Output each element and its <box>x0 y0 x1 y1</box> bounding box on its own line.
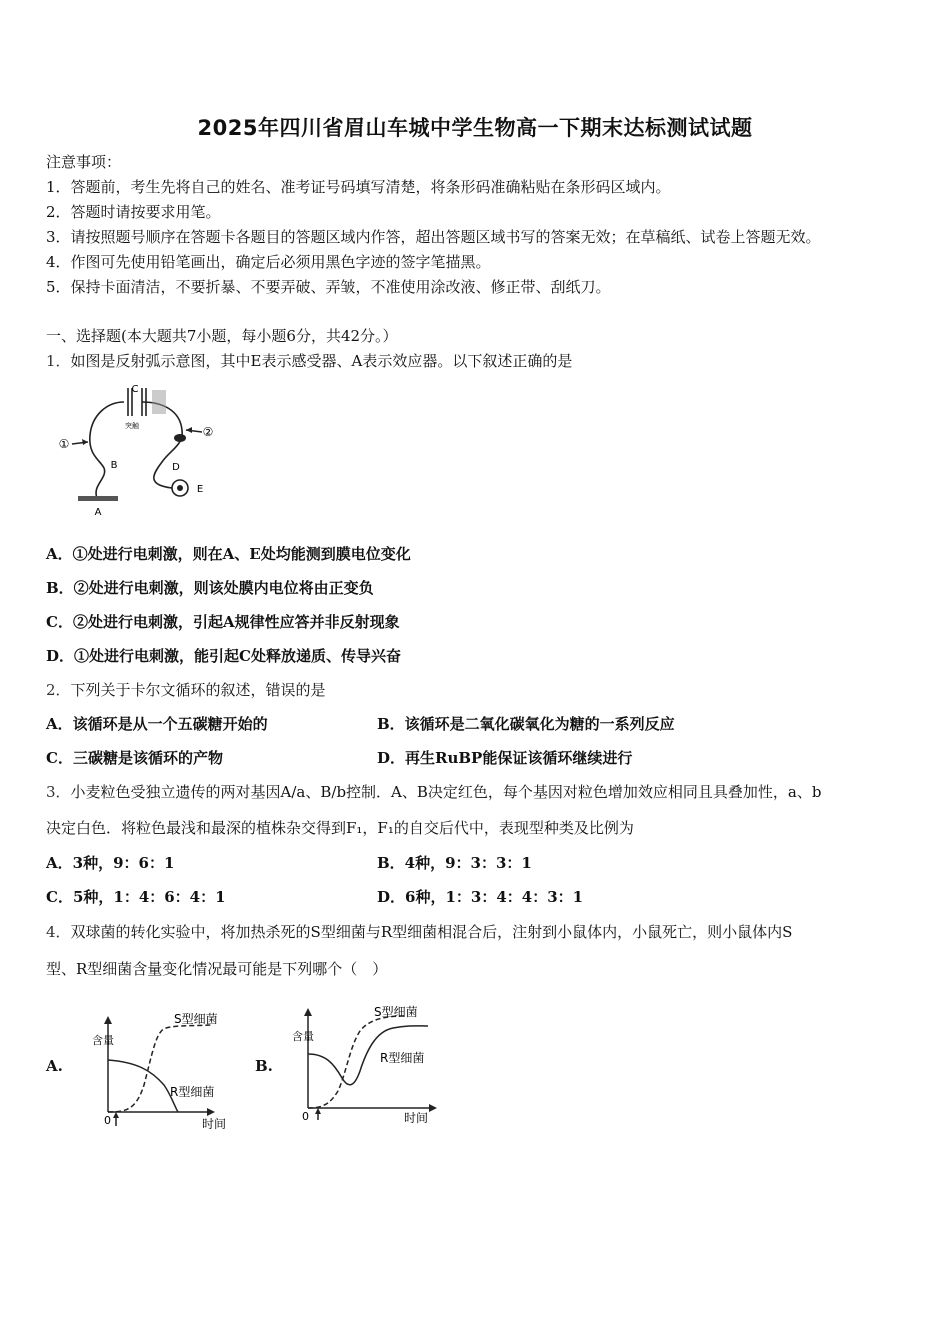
s-label: S型细菌 <box>174 1012 218 1026</box>
option-b[interactable]: B．该循环是二氧化碳氧化为糖的一系列反应 <box>377 715 675 733</box>
r-label: R型细菌 <box>380 1051 425 1065</box>
label-2: ② <box>202 425 214 439</box>
efferent-fibre <box>142 402 182 488</box>
option-d[interactable]: D．①处进行电刺激，能引起C处释放递质、传导兴奋 <box>46 647 401 665</box>
question-number: 4． <box>46 923 71 941</box>
question-number: 1． <box>46 352 71 370</box>
label-synapse: 突触 <box>125 422 139 430</box>
option-b[interactable]: B. <box>255 1057 273 1075</box>
label-a: A <box>94 507 102 518</box>
question-number: 2． <box>46 681 71 699</box>
option-a[interactable]: A．该循环是从一个五碳糖开始的 <box>46 715 268 733</box>
notice-item: 5．保持卡面清洁，不要折暴、不要弄破、弄皱，不准使用涂改液、修正带、刮纸刀。 <box>46 278 611 296</box>
page-title: 2025年四川省眉山车城中学生物高一下期末达标测试试题 <box>197 116 753 140</box>
option-c[interactable]: C．②处进行电刺激，引起A规律性应答并非反射现象 <box>46 613 400 631</box>
synapse-speckle <box>152 390 166 414</box>
question-text: 下列关于卡尔文循环的叙述，错误的是 <box>70 681 326 699</box>
notice-item: 3．请按照题号顺序在答题卡各题目的答题区域内作答，超出答题区域书写的答案无效；在草稿纸、试卷上答题无效。 <box>46 228 821 246</box>
option-c[interactable]: C．5种，1：4：6：4：1 <box>46 888 226 906</box>
notice-item: 4．作图可先使用铅笔画出，确定后必须用黑色字迹的签字笔描黑。 <box>46 253 491 271</box>
origin-label: 0 <box>302 1110 309 1123</box>
question-text: 小麦粒色受独立遗传的两对基因A/a、B/b控制．A、B决定红色，每个基因对粒色增加效应相同且具叠加性，a、b <box>70 783 822 801</box>
label-c: C <box>131 384 139 395</box>
x-label: 时间 <box>404 1111 429 1125</box>
notice-heading: 注意事项： <box>46 153 122 171</box>
label-1: ① <box>58 437 70 451</box>
option-a[interactable]: A．3种，9：6：1 <box>46 854 175 872</box>
origin-label: 0 <box>104 1114 111 1127</box>
s-label: S型细菌 <box>374 1005 418 1019</box>
reflex-arc-figure <box>52 380 222 520</box>
notice-item: 2．答题时请按要求用笔。 <box>46 203 221 221</box>
effector-base <box>78 496 118 501</box>
graph-ylabel: 含量 <box>292 1030 314 1043</box>
option-c[interactable]: C．三碳糖是该循环的产物 <box>46 749 223 767</box>
option-d[interactable]: D．再生RuBP能保证该循环继续进行 <box>377 749 633 767</box>
question-3-stem <box>46 782 821 802</box>
graph-ylabel: 含量 <box>92 1034 114 1047</box>
notice-item: 1．答题前，考生先将自己的姓名、准考证号码填写清楚，将条形码准确粘贴在条形码区域内。 <box>46 178 671 196</box>
label-e: E <box>196 484 204 495</box>
label-d: D <box>172 462 180 473</box>
x-label: 时间 <box>202 1117 227 1131</box>
option-b[interactable]: B．②处进行电刺激，则该处膜内电位将由正变负 <box>46 579 374 597</box>
question-text: 如图是反射弧示意图，其中E表示感受器、A表示效应器。以下叙述正确的是 <box>70 352 573 370</box>
label-b: B <box>110 460 118 471</box>
question-3-stem-cont: 决定白色．将粒色最浅和最深的植株杂交得到F₁，F₁的自交后代中，表现型种类及比例为 <box>46 819 634 837</box>
r-label: R型细菌 <box>170 1085 215 1099</box>
option-b[interactable]: B．4种，9：3：3：1 <box>377 854 532 872</box>
question-1-stem <box>46 351 572 371</box>
graph-a <box>86 1000 246 1135</box>
option-d[interactable]: D．6种，1：3：4：4：3：1 <box>377 888 584 906</box>
question-number: 3． <box>46 783 71 801</box>
option-a[interactable]: A. <box>46 1057 63 1075</box>
question-4-stem-cont: 型、R型细菌含量变化情况最可能是下列哪个（ ） <box>46 960 388 978</box>
question-4-stem <box>46 922 792 942</box>
cell-body-icon <box>174 434 186 442</box>
option-a[interactable]: A．①处进行电刺激，则在A、E处均能测到膜电位变化 <box>46 545 411 563</box>
graph-b <box>288 996 448 1131</box>
question-text: 双球菌的转化实验中，将加热杀死的S型细菌与R型细菌相混合后，注射到小鼠体内，小鼠死亡，则小鼠体内S <box>70 923 793 941</box>
afferent-fibre <box>90 402 124 498</box>
question-2-stem <box>46 680 326 700</box>
section-heading: 一、选择题(本大题共7小题，每小题6分，共42分。） <box>46 327 398 345</box>
